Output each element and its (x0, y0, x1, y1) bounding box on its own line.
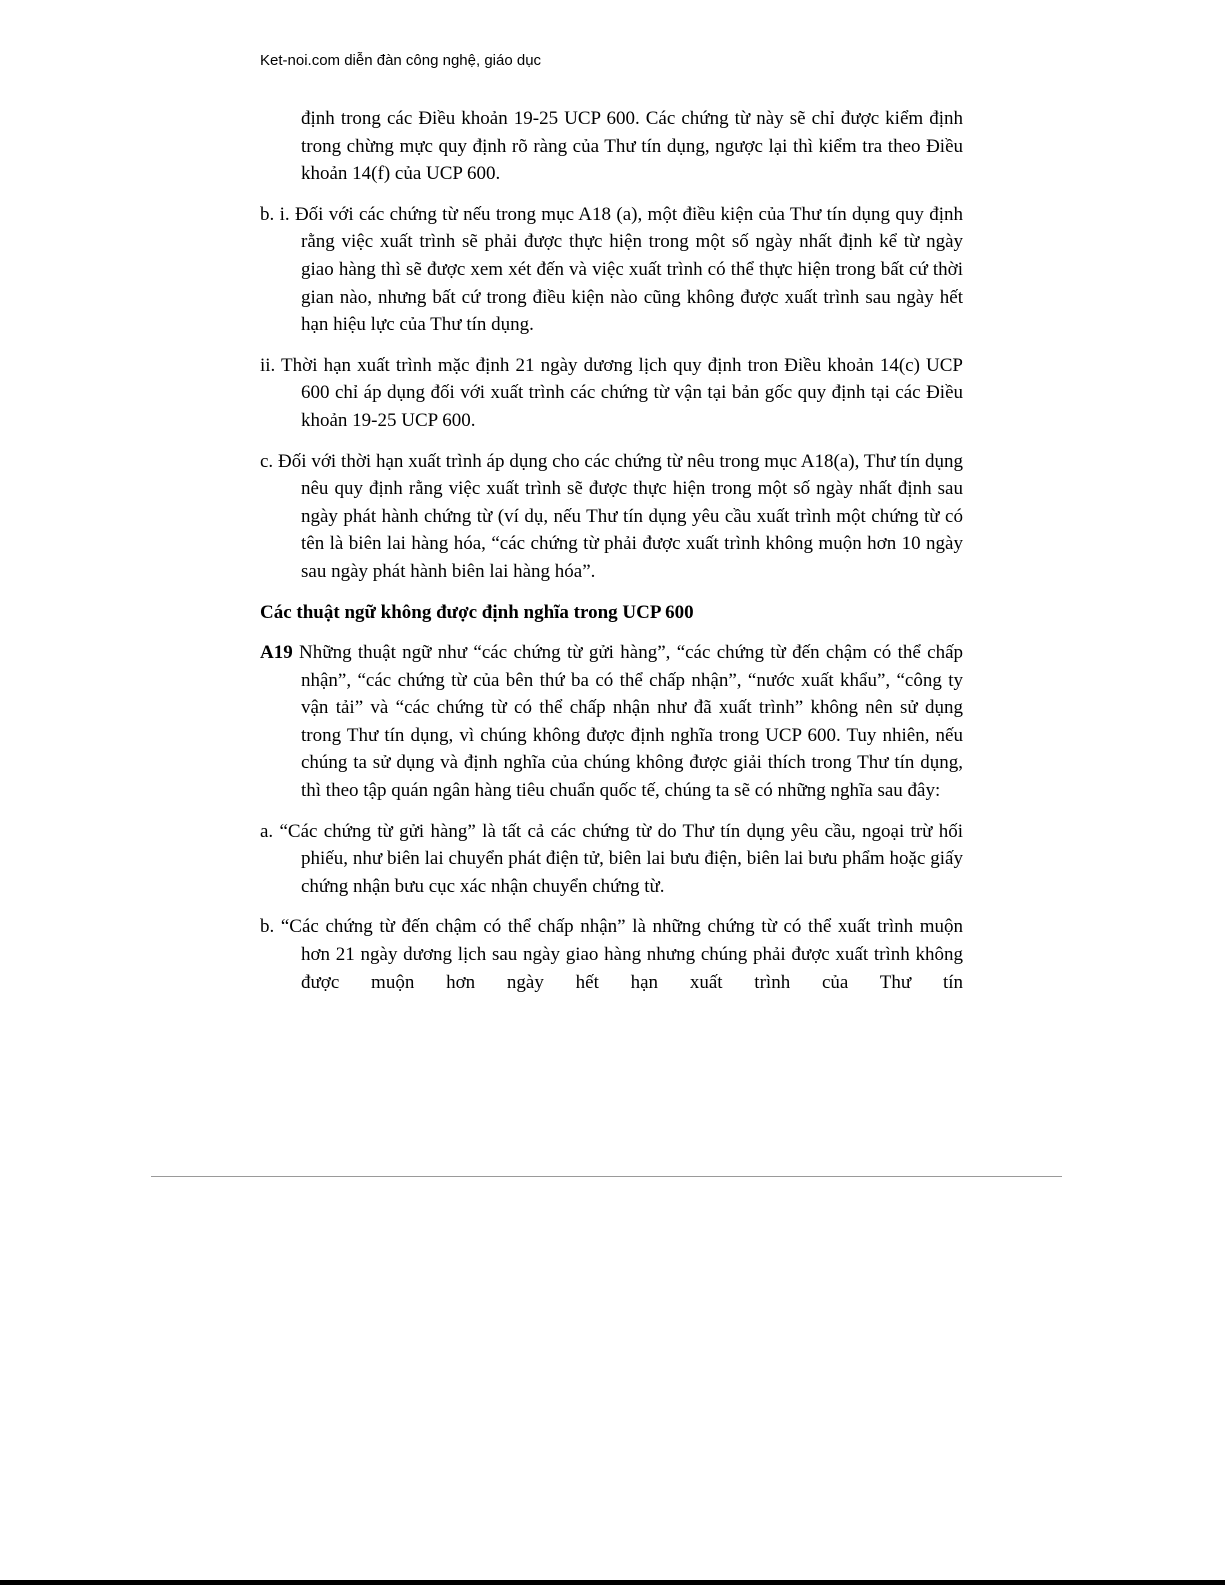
a19-text: Những thuật ngữ như “các chứng từ gửi hàng”, “các chứng từ đến chậm có thể chấp nhận”, “các chứng từ của bên thứ ba có thể chấp nhận”, “nước xuất khẩu”, “công ty vận tải” và “các chứng từ có thể chấp nhận như đã xuất trình” không nên sử dụng trong Thư tín dụng, vì chúng không được định nghĩa trong UCP 600. Tuy nhiên, nếu chúng ta sử dụng và định nghĩa của chúng không được giải thích trong Thư tín dụng, thì theo tập quán ngân hàng tiêu chuẩn quốc tế, chúng ta sẽ có những nghĩa sau đây: (292, 642, 963, 802)
paragraph-a19 (260, 639, 963, 805)
paragraph-b: b. “Các chứng từ đến chậm có thể chấp nhận” là những chứng từ có thể xuất trình muộn hơn 21 ngày dương lịch sau ngày giao hàng nhưng chúng phải được xuất trình không được muộn hơn ngày hết hạn xuất trình của Thư tín (260, 916, 963, 993)
section-heading: Các thuật ngữ không được định nghĩa trong UCP 600 (260, 601, 694, 623)
paragraph-a: a. “Các chứng từ gửi hàng” là tất cả các chứng từ do Thư tín dụng yêu cầu, ngoại trừ hối phiếu, như biên lai chuyển phát điện tử, biên lai bưu điện, biên lai bưu phẩm hoặc giấy chứng nhận bưu cục xác nhận chuyển chứng từ. (260, 820, 963, 897)
paragraph-c: c. Đối với thời hạn xuất trình áp dụng cho các chứng từ nêu trong mục A18(a), Thư tín dụng nêu quy định rằng việc xuất trình sẽ được thực hiện trong một số ngày nhất định sau ngày phát hành chứng từ (ví dụ, nếu Thư tín dụng yêu cầu xuất trình một chứng từ có tên là biên lai hàng hóa, “các chứng từ phải được xuất trình không muộn hơn 10 ngày sau ngày phát hành biên lai hàng hóa”. (260, 450, 963, 582)
a19-label: A19 (260, 642, 293, 664)
page-header-site-text: Ket-noi.com diễn đàn công nghệ, giáo dục (260, 52, 542, 69)
paragraph-continuation: định trong các Điều khoản 19-25 UCP 600. Các chứng từ này sẽ chỉ được kiểm định trong chừng mực quy định rõ ràng của Thư tín dụng, ngược lại thì kiểm tra theo Điều khoản 14(f) của UCP 600. (301, 108, 963, 185)
paragraph-b-i: b. i. Đối với các chứng từ nếu trong mục A18 (a), một điều kiện của Thư tín dụng quy định rằng việc xuất trình sẽ phải được thực hiện trong một số ngày nhất định kể từ ngày giao hàng thì sẽ được xem xét đến và việc xuất trình có thể thực hiện trong bất cứ thời gian nào, nhưng bất cứ trong điều kiện nào cũng không được xuất trình sau ngày hết hạn hiệu lực của Thư tín dụng. (260, 203, 963, 336)
bottom-border-bar (0, 1580, 1225, 1585)
page-divider (151, 1176, 1062, 1177)
paragraph-ii: ii. Thời hạn xuất trình mặc định 21 ngày dương lịch quy định tron Điều khoản 14(c) UCP 600 chỉ áp dụng đối với xuất trình các chứng từ vận tại bản gốc quy định tại các Điều khoản 19-25 UCP 600. (260, 354, 963, 431)
document-body (260, 105, 963, 1009)
